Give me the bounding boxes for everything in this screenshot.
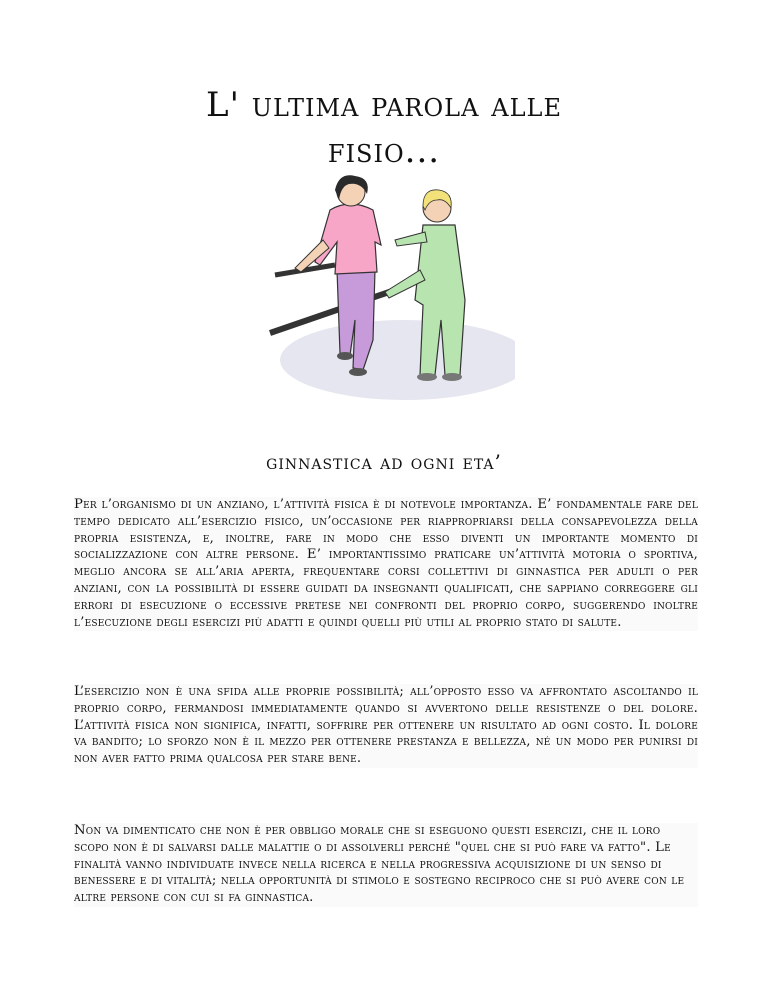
patient-shirt (315, 204, 381, 274)
page-title (0, 82, 768, 174)
title-line-2: fisio... (327, 131, 441, 171)
paragraph-2: L’esercizio non è una sfida alle proprie possibilità; all’opposto esso va affrontato ascoltando il proprio corpo, fermandosi immediatamente quando si avvertono delle resistenze o del dolore. L’attività fisica non significa, infatti, soffrire per ottenere un risultato ad ogni costo. Il dolore va bandito; lo sforzo non è il mezzo per ottenere prestanza e bellezza, né un modo per punirsi di non aver fatto prima qualcosa per stare bene. (74, 684, 698, 767)
therapist-shoe-right (442, 373, 462, 381)
section-heading: ginnastica ad ogni eta’ (266, 450, 502, 474)
paragraph-1: Per l’organismo di un anziano, l’attività fisica è di notevole importanza. E’ fondamentale fare del tempo dedicato all’esercizio fisico, un’occasione per riappropriarsi della consapevolezza della propria esistenza, e, inoltre, fare in modo che esso diventi un importante momento di socializzazione con altre persone. E’ importantissimo praticare un’attività motoria o sportiva, meglio ancora se all’aria aperta, frequentare corsi collettivi di ginnastica per adulti o per anziani, con la possibilità di essere guidati da insegnanti qualificati, che sappiano correggere gli errori di esecuzione o eccessive pretese nei confronti del proprio corpo, suggerendo inoltre l’esecuzione degli esercizi più adatti e quindi quelli più utili al proprio stato di salute. (74, 497, 698, 630)
floor-shadow (280, 320, 515, 400)
physiotherapy-clipart-icon (255, 170, 515, 410)
therapist-shoe-left (417, 373, 437, 381)
patient-shoe-left (337, 352, 353, 360)
paragraph-3: Non va dimenticato che non è per obbligo morale che si eseguono questi esercizi, che il loro scopo non è di salvarsi dalle malattie o di assolverli perché "quel che si può fare va fatto". Le finalità vanno individuate invece nella ricerca e nella progressiva acquisizione di un senso di benessere e di vitalità; nella opportunità di stimolo e sostegno reciproco che si può avere con le altre persone con cui si fa ginnastica. (74, 823, 698, 907)
title-line-1: L' ultima parola alle (206, 85, 562, 125)
patient-shoe-right (349, 368, 367, 376)
